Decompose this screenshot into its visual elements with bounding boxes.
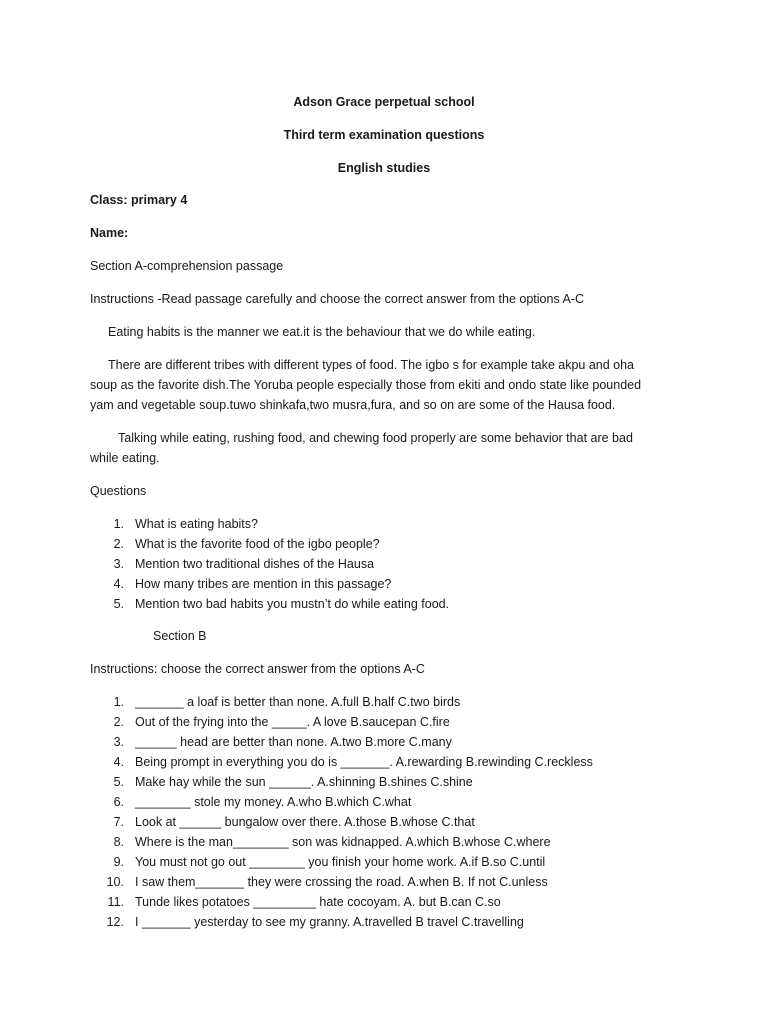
question-number: 8. — [113, 835, 124, 849]
question-text: What is eating habits? — [135, 517, 258, 531]
exam-title: Third term examination questions — [283, 128, 485, 142]
name-label: Name: — [90, 226, 129, 240]
question-text: What is the favorite food of the igbo people? — [135, 537, 380, 551]
question-text: Being prompt in everything you do is _______. A.rewarding B.rewinding C.reckless — [135, 755, 593, 769]
question-text: Make hay while the sun ______. A.shinning B.shines C.shine — [135, 775, 473, 789]
question-number: 9. — [113, 855, 124, 869]
question-number: 1. — [113, 695, 124, 709]
question-number: 11. — [107, 895, 124, 909]
question-text: Where is the man________ son was kidnapped. A.which B.whose C.where — [135, 835, 551, 849]
question-number: 3. — [113, 735, 124, 749]
question-number: 4. — [113, 577, 124, 591]
question-number: 2. — [113, 715, 124, 729]
question-text: Out of the frying into the _____. A love B.saucepan C.fire — [135, 715, 450, 729]
question-text: Tunde likes potatoes _________ hate cocoyam. A. but B.can C.so — [135, 895, 501, 909]
section-a-instructions: Instructions -Read passage carefully and choose the correct answer from the options A-C — [90, 292, 585, 306]
question-text: _______ a loaf is better than none. A.full B.half C.two birds — [135, 695, 461, 709]
question-text: Look at ______ bungalow over there. A.those B.whose C.that — [135, 815, 475, 829]
question-number: 5. — [113, 775, 124, 789]
section-b-title: Section B — [153, 629, 207, 643]
passage-paragraph-2: There are different tribes with different types of food. The igbo s for example take akpu and oha soup as the favorite dish.The Yoruba people especially those from ekiti and ondo state like pounded yam and vegetable soup.tuwo shinkafa,two musra,fura, and so on are some of the Hausa food. — [90, 358, 642, 412]
questions-label: Questions — [90, 484, 147, 498]
question-number: 2. — [113, 537, 124, 551]
question-number: 10. — [106, 875, 124, 889]
question-number: 5. — [113, 597, 124, 611]
question-number: 1. — [113, 517, 124, 531]
question-text: Mention two traditional dishes of the Hausa — [135, 557, 375, 571]
section-b-instructions: Instructions: choose the correct answer from the options A-C — [90, 662, 425, 676]
section-a-title: Section A-comprehension passage — [90, 259, 284, 273]
school-name: Adson Grace perpetual school — [293, 95, 475, 109]
passage-paragraph-3: Talking while eating, rushing food, and chewing food properly are some behavior that are bad while eating. — [90, 431, 633, 465]
question-text: ______ head are better than none. A.two B.more C.many — [135, 735, 452, 749]
passage-paragraph-1: Eating habits is the manner we eat.it is the behaviour that we do while eating. — [108, 325, 536, 339]
question-number: 4. — [113, 755, 124, 769]
question-number: 3. — [113, 557, 124, 571]
question-number: 12. — [106, 915, 124, 929]
class-label: Class: primary 4 — [90, 193, 188, 207]
question-text: Mention two bad habits you mustn’t do while eating food. — [135, 597, 450, 611]
question-text: You must not go out ________ you finish your home work. A.if B.so C.until — [135, 855, 546, 869]
subject-title: English studies — [337, 161, 431, 175]
question-text: How many tribes are mention in this passage? — [135, 577, 392, 591]
question-number: 6. — [113, 795, 124, 809]
question-text: ________ stole my money. A.who B.which C.what — [135, 795, 412, 809]
question-number: 7. — [113, 815, 124, 829]
question-text: I saw them_______ they were crossing the road. A.when B. If not C.unless — [135, 875, 548, 889]
question-text: I _______ yesterday to see my granny. A.travelled B travel C.travelling — [135, 915, 524, 929]
